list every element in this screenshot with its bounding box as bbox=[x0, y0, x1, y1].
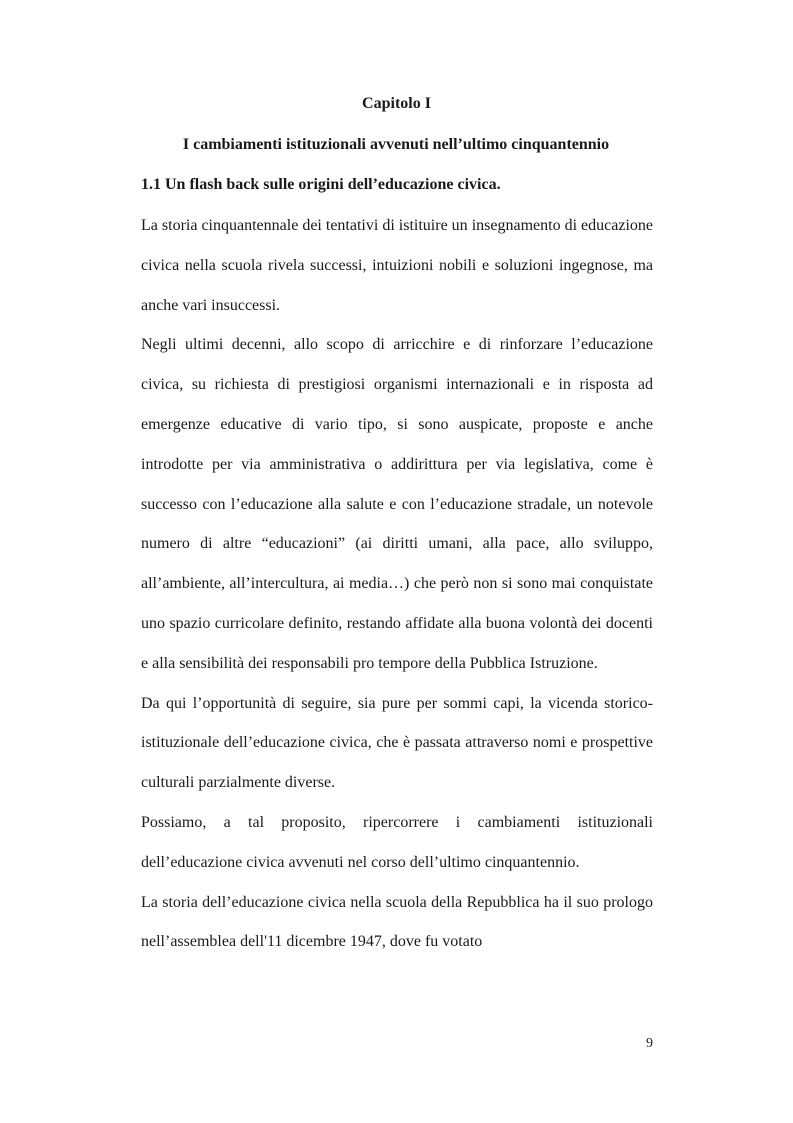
paragraph-2: Negli ultimi decenni, allo scopo di arricchire e di rinforzare l’educazione civica, su richiesta di prestigiosi organismi internazionali e in risposta ad emergenze educative di vario tipo, si sono auspicate, proposte e anche introdotte per via amministrativa o addirittura per via legislativa, come è successo con l’educazione alla salute e con l’educazione stradale, un notevole numero di altre “educazioni” (ai diritti umani, alla pace, allo sviluppo, all’ambiente, all’intercultura, ai media…) che però non si sono mai conquistate uno spazio curricolare definito, restando affidate alla buona volontà dei docenti e alla sensibilità dei responsabili pro tempore della Pubblica Istruzione. bbox=[141, 336, 653, 672]
chapter-title: Capitolo I bbox=[362, 95, 431, 112]
paragraph-5: La storia dell’educazione civica nella scuola della Repubblica ha il suo prologo nell’assemblea dell'11 dicembre 1947, dove fu votato bbox=[141, 893, 653, 951]
paragraph-3: Da qui l’opportunità di seguire, sia pure per sommi capi, la vicenda storico-istituzionale dell’educazione civica, che è passata attraverso nomi e prospettive culturali parzialmente diverse. bbox=[141, 694, 653, 792]
page-number: 9 bbox=[646, 1036, 653, 1051]
paragraph-4: Possiamo, a tal proposito, ripercorrere i cambiamenti istituzionali dell’educazione civica avvenuti nel corso dell’ultimo cinquantennio. bbox=[141, 813, 653, 871]
section-heading: 1.1 Un flash back sulle origini dell’educazione civica. bbox=[141, 176, 501, 193]
chapter-subtitle: I cambiamenti istituzionali avvenuti nell’ultimo cinquantennio bbox=[182, 136, 610, 153]
body-text bbox=[141, 206, 653, 962]
paragraph-1: La storia cinquantennale dei tentativi di istituire un insegnamento di educazione civica nella scuola rivela successi, intuizioni nobili e soluzioni ingegnose, ma anche vari insuccessi. bbox=[141, 217, 653, 314]
